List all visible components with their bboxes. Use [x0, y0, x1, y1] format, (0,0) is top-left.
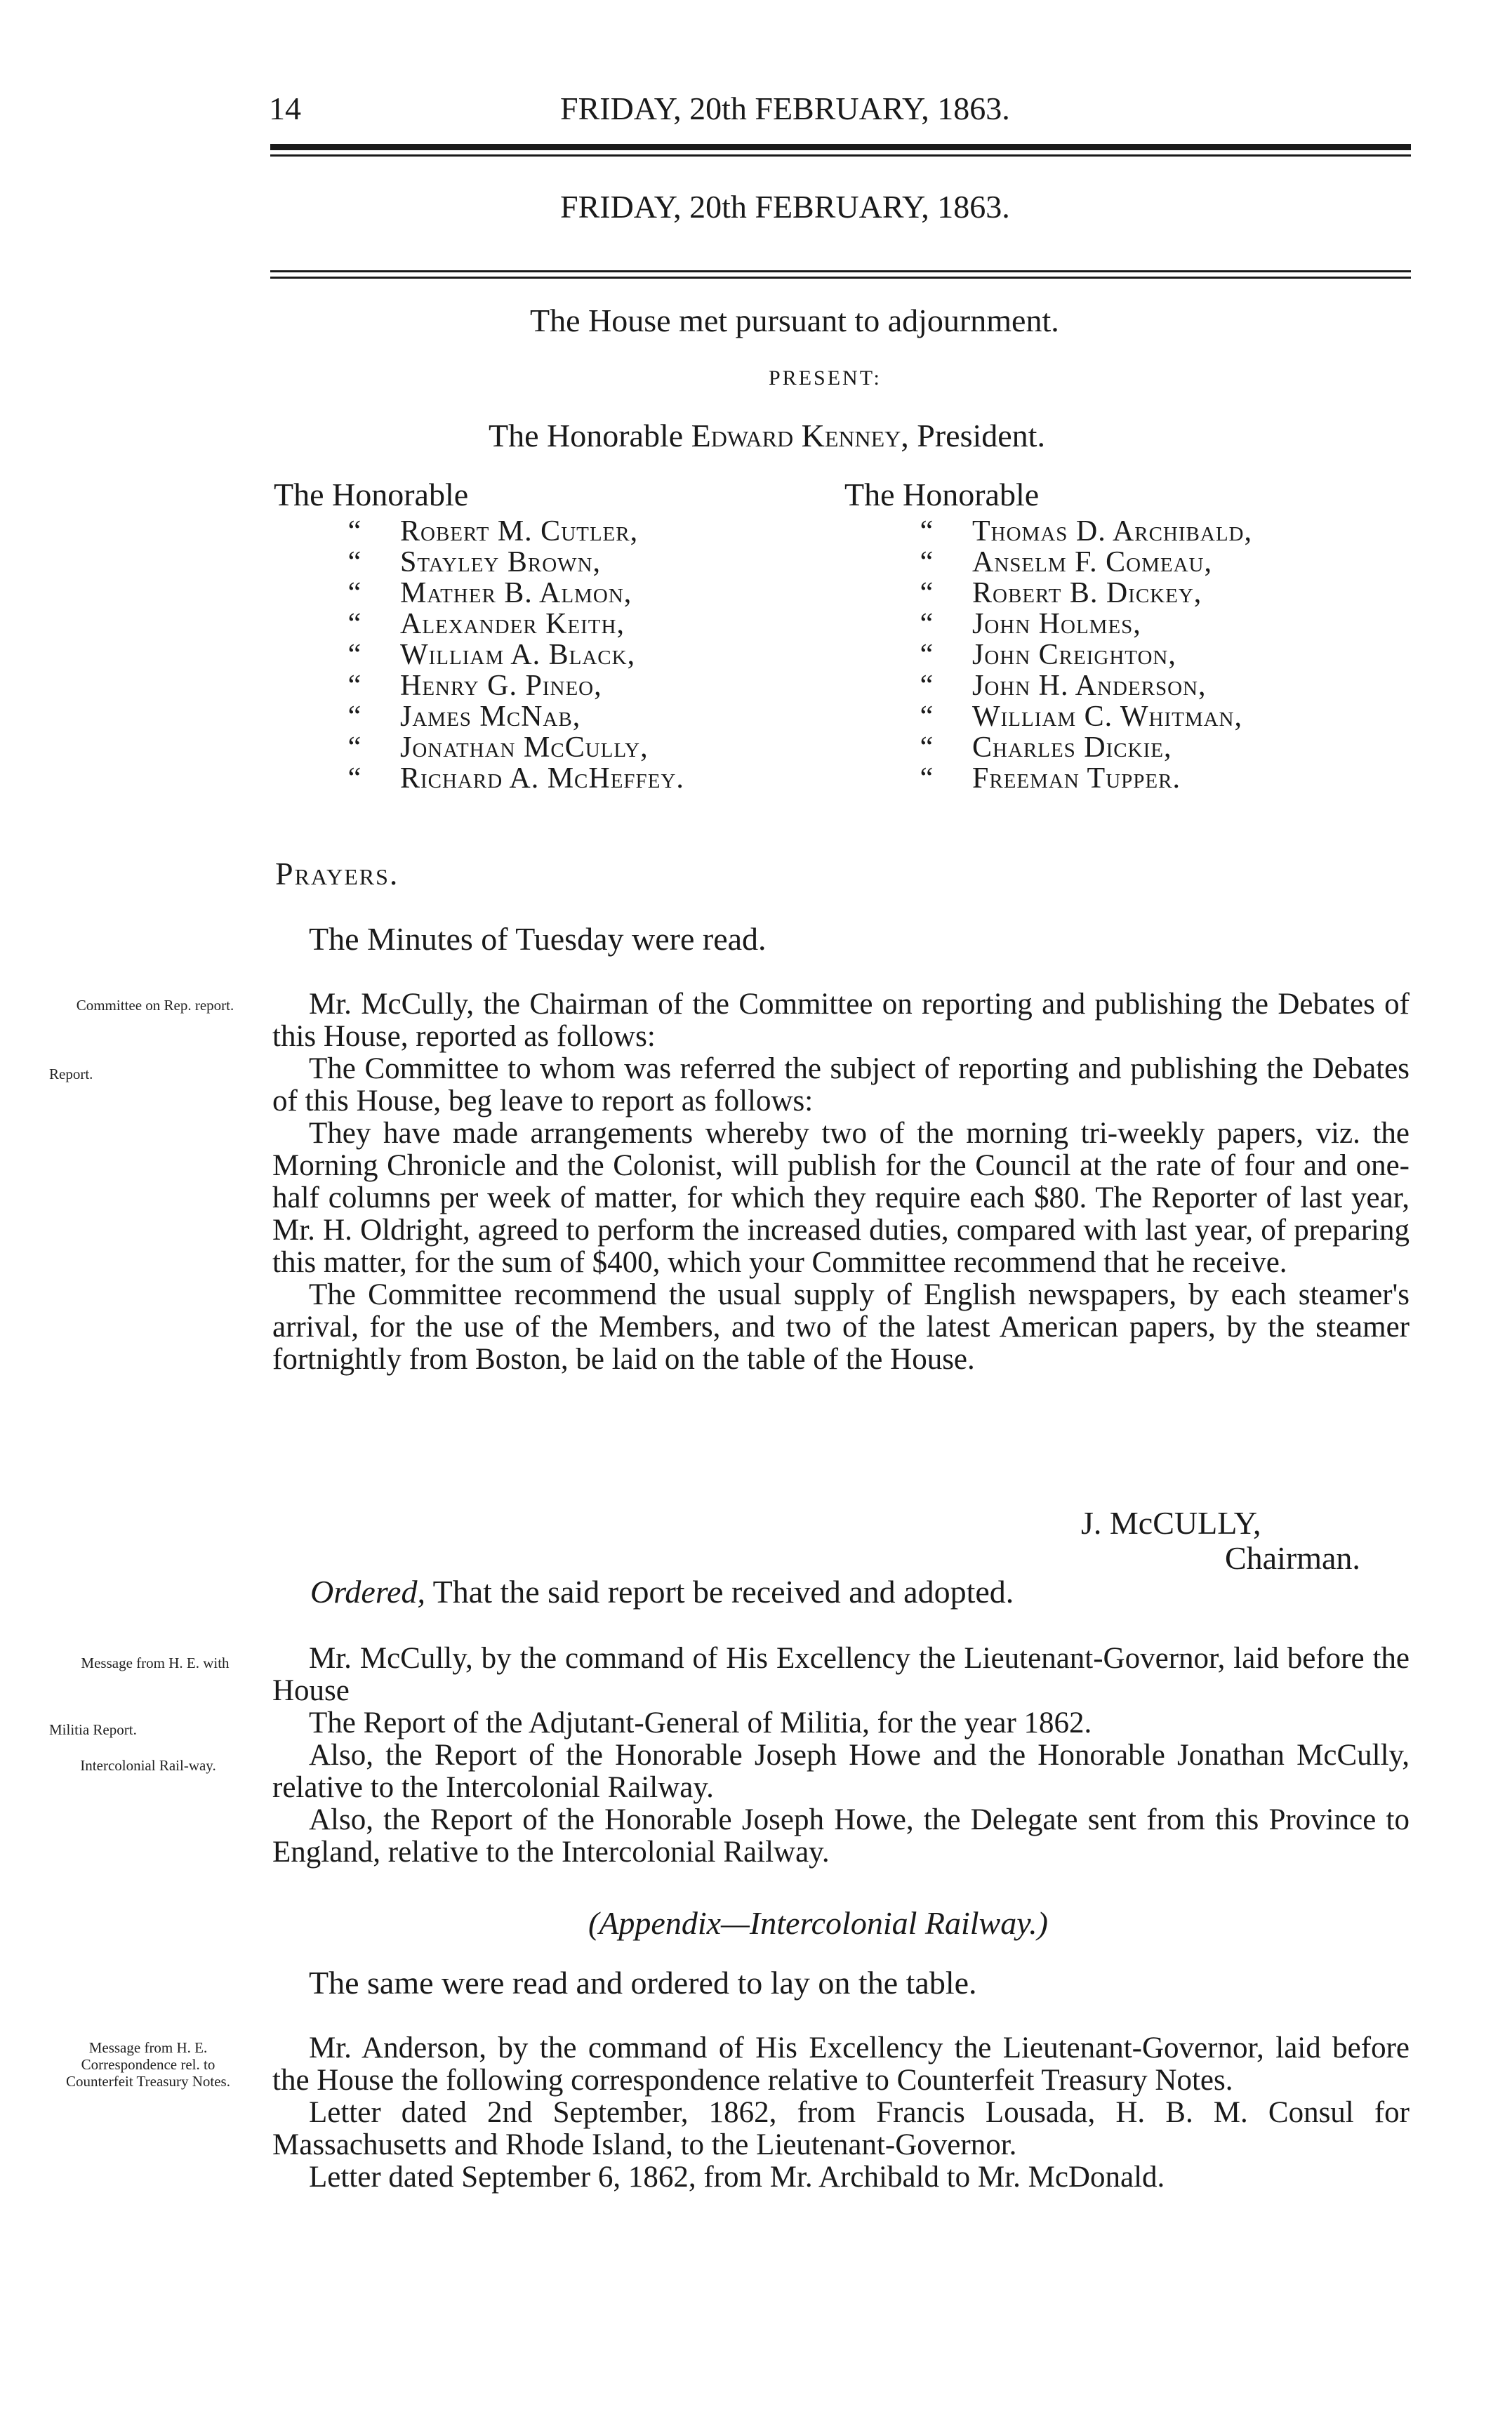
opening-line: The House met pursuant to adjournment. — [530, 303, 1059, 338]
committee-report-section — [272, 988, 1410, 1376]
minutes-line: The Minutes of Tuesday were read. — [309, 921, 767, 957]
member-name: William C. Whitman, — [972, 701, 1242, 733]
title-rule-top — [270, 270, 1411, 272]
president-prefix: The Honorable — [489, 418, 691, 453]
laid-on-table-line: The same were read and ordered to lay on the table. — [309, 1965, 977, 2001]
member-row: “ Robert B. Dickey, — [920, 577, 1202, 609]
present-label: PRESENT: — [769, 366, 882, 390]
member-name: Henry G. Pineo, — [400, 670, 602, 702]
member-name: Freeman Tupper. — [972, 762, 1181, 795]
member-row: “ Thomas D. Archibald, — [920, 515, 1252, 548]
margin-note-report: Report. — [49, 1066, 93, 1082]
member-row: “ Anselm F. Comeau, — [920, 546, 1212, 578]
signature-title: Chairman. — [1225, 1540, 1360, 1576]
member-name: Anselm F. Comeau, — [972, 546, 1212, 578]
member-name: Robert M. Cutler, — [400, 515, 639, 548]
member-row: “ Jonathan McCully, — [347, 731, 649, 764]
header-rule — [270, 144, 1411, 150]
signature-name: J. McCULLY, — [1081, 1505, 1261, 1541]
ordered-line — [310, 1575, 1014, 1610]
militia-report-line: The Report of the Adjutant-General of Militia, for the year 1862. — [309, 1706, 1092, 1739]
margin-note-militia: Militia Report. — [49, 1721, 137, 1738]
margin-note-intercolonial: Intercolonial Rail-way. — [80, 1757, 216, 1774]
member-row: “ William C. Whitman, — [920, 701, 1242, 733]
page-number: 14 — [269, 91, 301, 126]
member-name: Robert B. Dickey, — [972, 577, 1202, 609]
report-paragraph-2: They have made arrangements whereby two of the morning tri-weekly papers, viz. the Morning Chronicle and the Colonist, will publish for the Council at the rate of four and one-half columns per week of matter, for which they require each $80. The Reporter of last year, Mr. H. Oldright, agreed to perform the increased duties, compared with last year, of preparing this matter, for the sum of $400, which your Committee recommend that he receive. — [272, 1117, 1410, 1279]
member-row: “ John H. Anderson, — [920, 670, 1207, 702]
members-left-heading: The Honorable — [274, 477, 469, 512]
member-name: William A. Black, — [400, 639, 636, 671]
ordered-label: Ordered, — [310, 1574, 425, 1610]
letter-1: Letter dated 2nd September, 1862, from Francis Lousada, H. B. M. Consul for Massachusetts and Rhode Island, to the Lieutenant-Governor. — [272, 2096, 1410, 2161]
report-paragraph-3: The Committee recommend the usual supply of English newspapers, by each steamer's arrival, for the use of the Members, and two of the latest American papers, by the steamer fortnightly from Boston, be laid on the table of the House. — [272, 1278, 1410, 1376]
member-row: “ Charles Dickie, — [920, 731, 1172, 764]
header-rule-thin — [270, 154, 1411, 157]
title-rule-bottom — [270, 277, 1411, 279]
member-name: Richard A. McHeffey. — [400, 762, 684, 795]
committee-intro: Mr. McCully, the Chairman of the Committee on reporting and publishing the Debates of this House, reported as follows: — [272, 988, 1410, 1053]
members-left-list — [309, 516, 684, 794]
appendix-reference: (Appendix—Intercolonial Railway.) — [588, 1905, 1048, 1941]
member-name: Alexander Keith, — [400, 608, 625, 640]
letter-2: Letter dated September 6, 1862, from Mr. Archibald to Mr. McDonald. — [309, 2161, 1165, 2194]
member-row: “ John Creighton, — [920, 639, 1176, 671]
report-paragraph-1: The Committee to whom was referred the subject of reporting and publishing the Debates of this House, beg leave to report as follows: — [272, 1052, 1410, 1118]
howe-delegate-line: Also, the Report of the Honorable Joseph Howe, the Delegate sent from this Province to England, relative to the Intercolonial Railway. — [272, 1803, 1410, 1869]
member-name: Charles Dickie, — [972, 731, 1172, 764]
member-row: “ Robert M. Cutler, — [347, 515, 639, 548]
member-row: “ Richard A. McHeffey. — [347, 762, 684, 795]
member-row: “ Freeman Tupper. — [920, 762, 1181, 795]
correspondence-section — [272, 2032, 1410, 2194]
member-row: “ Stayley Brown, — [347, 546, 601, 578]
member-row: “ Mather B. Almon, — [347, 577, 632, 609]
margin-note-correspondence: Message from H. E. Correspondence rel. to Counterfeit Treasury Notes. — [66, 2039, 230, 2090]
member-row: “ James McNab, — [347, 701, 581, 733]
member-name: Jonathan McCully, — [400, 731, 649, 764]
anderson-intro: Mr. Anderson, by the command of His Excellency the Lieutenant-Governor, laid before the House the following correspondence relative to Counterfeit Treasury Notes. — [272, 2031, 1410, 2097]
margin-note-committee: Committee on Rep. report. — [76, 997, 234, 1014]
member-row: “ Alexander Keith, — [347, 608, 625, 640]
members-right-heading: The Honorable — [844, 477, 1040, 512]
section-title: FRIDAY, 20th FEBRUARY, 1863. — [560, 189, 1010, 225]
margin-note-message: Message from H. E. with — [81, 1655, 230, 1671]
howe-report-line: Also, the Report of the Honorable Joseph Howe and the Honorable Jonathan McCully, relative to the Intercolonial Railway. — [272, 1739, 1410, 1804]
ordered-text: That the said report be received and adopted. — [425, 1574, 1014, 1610]
president-line — [489, 418, 1045, 453]
member-name: John Creighton, — [972, 639, 1176, 671]
member-name: Thomas D. Archibald, — [972, 515, 1252, 548]
members-right-list — [881, 516, 1252, 794]
member-name: Mather B. Almon, — [400, 577, 632, 609]
president-suffix: , President. — [901, 418, 1045, 453]
member-name: John H. Anderson, — [972, 670, 1207, 702]
president-name: Edward Kenney — [691, 418, 901, 453]
member-row: “ John Holmes, — [920, 608, 1141, 640]
member-name: John Holmes, — [972, 608, 1141, 640]
running-header: FRIDAY, 20th FEBRUARY, 1863. — [560, 91, 1010, 126]
member-name: James McNab, — [400, 701, 581, 733]
member-row: “ William A. Black, — [347, 639, 636, 671]
message-section — [272, 1643, 1410, 1869]
prayers-heading: Prayers. — [275, 856, 399, 891]
message-intro: Mr. McCully, by the command of His Excellency the Lieutenant-Governor, laid before the House — [272, 1642, 1410, 1707]
member-name: Stayley Brown, — [400, 546, 601, 578]
member-row: “ Henry G. Pineo, — [347, 670, 602, 702]
